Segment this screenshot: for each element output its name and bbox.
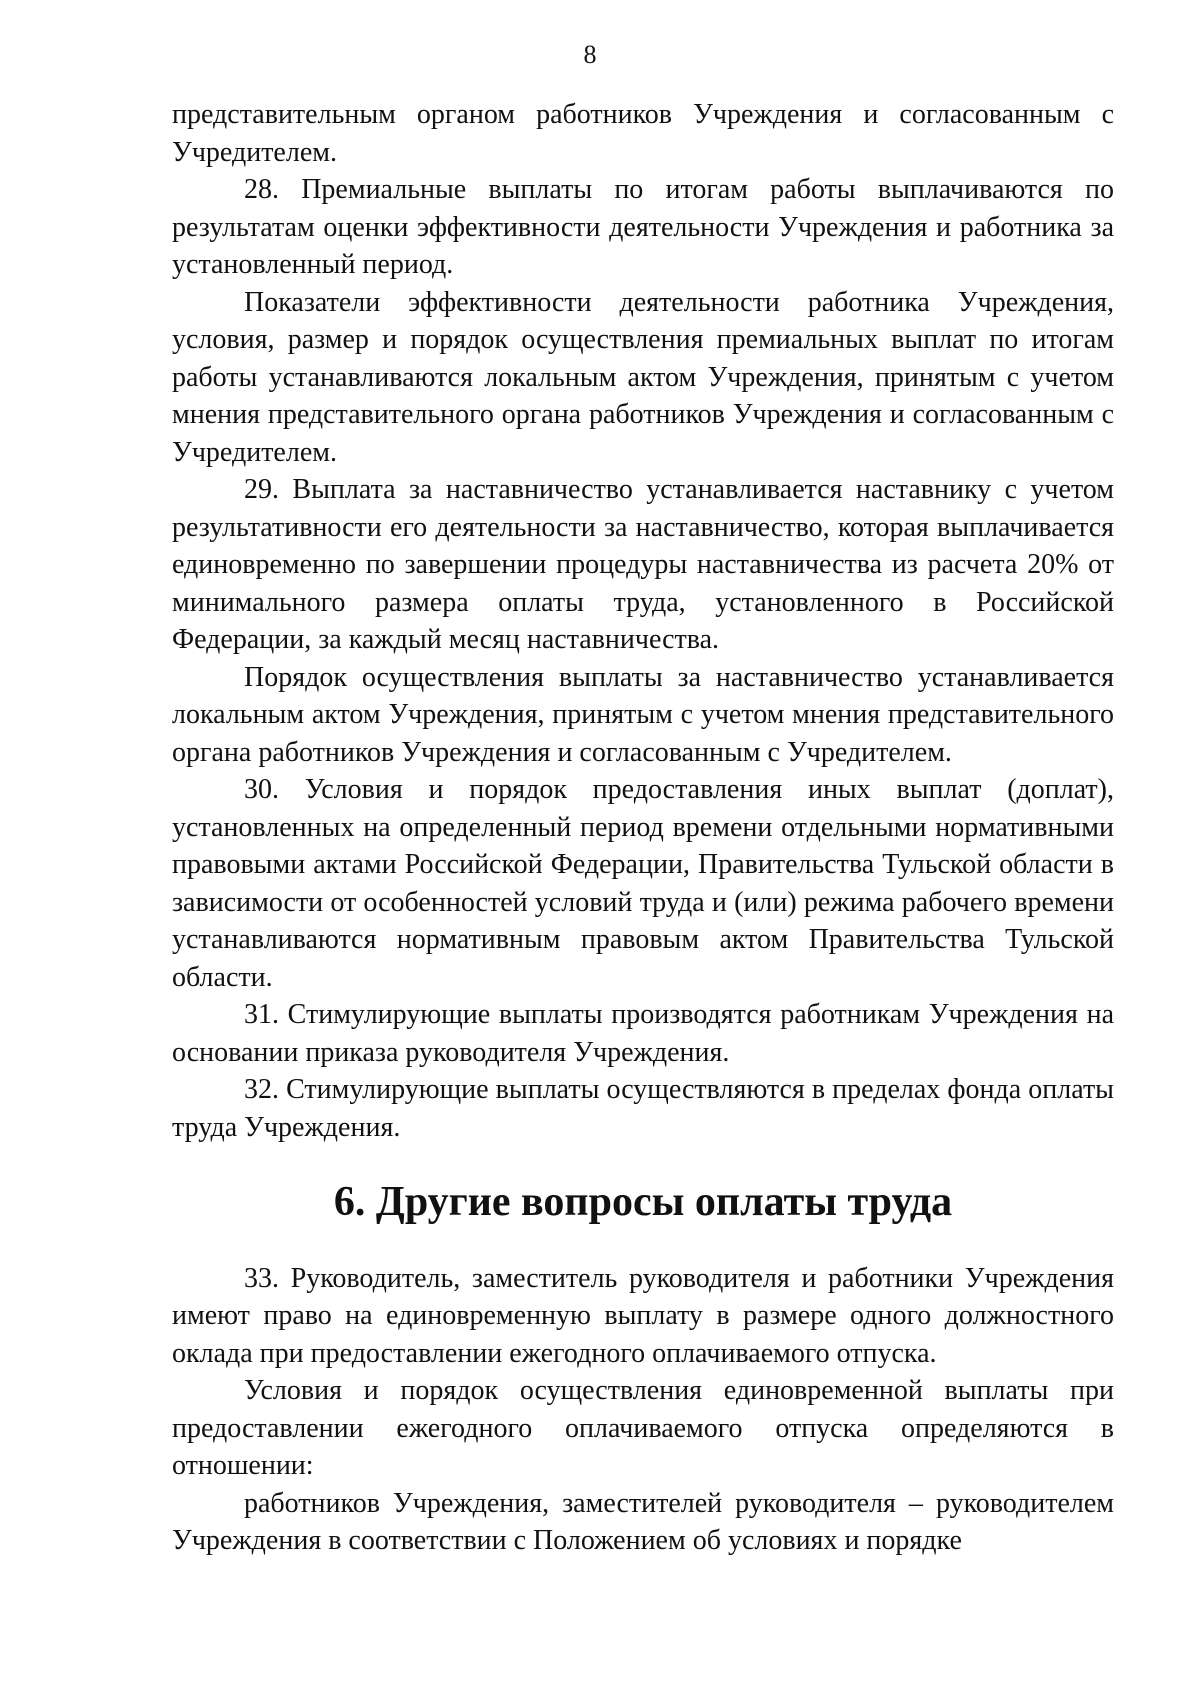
paragraph-lump-sum-conditions: Условия и порядок осуществления единовременной выплаты при предоставлении ежегодного оплачиваемого отпуска определяются в отношении: [172,1375,1114,1481]
paragraph-employees-deputies: работников Учреждения, заместителей руководителя – руководителем Учреждения в соответствии с Положением об условиях и порядке [172,1487,1114,1556]
paragraph-performance-indicators: Показатели эффективности деятельности работника Учреждения, условия, размер и порядок осуществления премиальных выплат по итогам работы устанавливаются локальным актом Учреждения, принятым с учетом мнения представительного органа работников Учреждения и согласованным с Учредителем. [172,286,1114,468]
page-number: 8 [583,40,597,69]
paragraph-item-30: 30. Условия и порядок предоставления иных выплат (доплат), установленных на определенный период времени отдельными нормативными правовыми актами Российской Федерации, Правительства Тульской области в зависимости от особенностей условий труда и (или) режима рабочего времени устанавливаются нормативным правовым актом Правительства Тульской области. [172,774,1114,993]
paragraph-item-29: 29. Выплата за наставничество устанавливается наставнику с учетом результативности его деятельности за наставничество, которая выплачивается единовременно по завершении процедуры наставничества из расчета 20% от минимального размера оплаты труда, установленного в Российской Федерации, за каждый месяц наставничества. [172,474,1114,655]
document-body [172,96,1114,1560]
paragraph-item-31: 31. Стимулирующие выплаты производятся работникам Учреждения на основании приказа руководителя Учреждения. [172,999,1114,1068]
paragraph-mentoring-procedure: Порядок осуществления выплаты за наставничество устанавливается локальным актом Учреждения, принятым с учетом мнения представительного органа работников Учреждения и согласованным с Учредителем. [172,661,1114,768]
paragraph-continuation: представительным органом работников Учреждения и согласованным с Учредителем. [172,99,1114,168]
section-heading: 6. Другие вопросы оплаты труда [333,1179,953,1225]
paragraph-item-32: 32. Стимулирующие выплаты осуществляются в пределах фонда оплаты труда Учреждения. [172,1074,1114,1143]
paragraph-item-28: 28. Премиальные выплаты по итогам работы выплачиваются по результатам оценки эффективности деятельности Учреждения и работника за установленный период. [172,174,1114,280]
paragraph-item-33: 33. Руководитель, заместитель руководителя и работники Учреждения имеют право на единовременную выплату в размере одного должностного оклада при предоставлении ежегодного оплачиваемого отпуска. [172,1262,1114,1369]
